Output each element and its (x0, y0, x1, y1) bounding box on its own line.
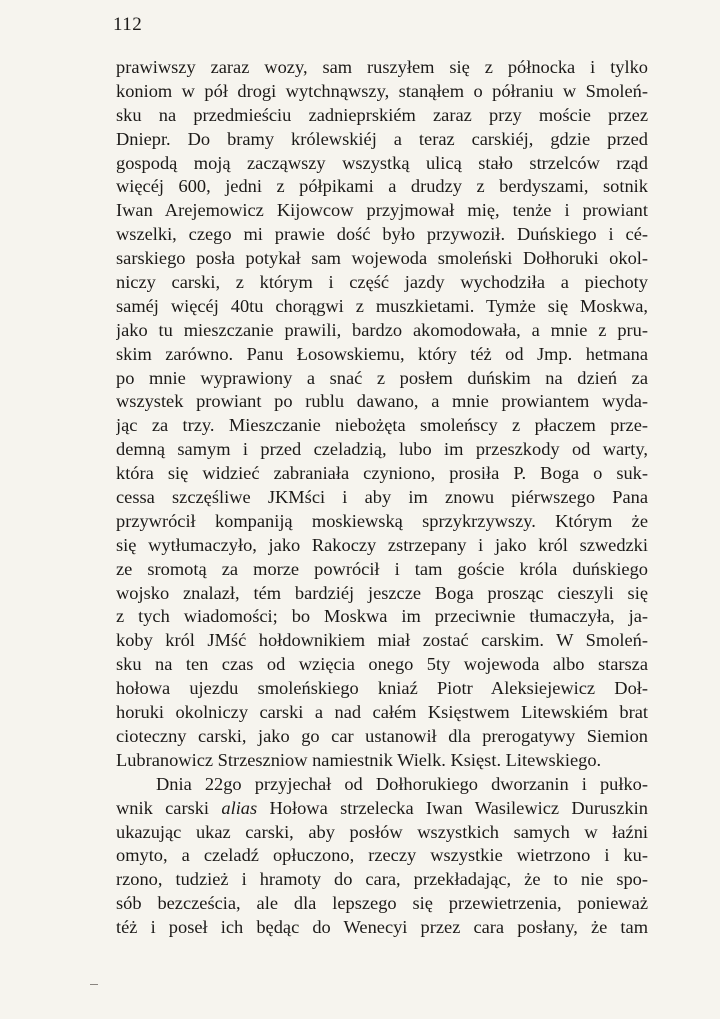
text-line: cioteczny carski, jako go car ustanowił dla prerogatywy Siemion (116, 725, 648, 746)
text-line: jako tu mieszczanie prawili, bardzo akomodowała, a mnie z pru- (116, 319, 648, 340)
text-line: sku na przedmieściu zadnieprskiém zaraz przy moście przez (116, 104, 648, 125)
text-line: téż i poseł ich będąc do Wenecyi przez cara posłany, że tam (116, 917, 648, 938)
text-line: wszystek prowiant po rublu dawano, a mnie prowiantem wyda- (116, 391, 648, 412)
margin-mark (90, 984, 98, 985)
text-line: sób bezcześcia, ale dla lepszego się przewietrzenia, ponieważ (116, 893, 648, 914)
text-line-with-italic (116, 797, 648, 821)
text-line: która się widzieć zabraniała czyniono, prosiła P. Boga o suk- (116, 463, 648, 484)
text-line: więcéj 600, jedni z półpikami a drudzy z berdyszami, sotnik (116, 176, 648, 197)
text-line: wszelki, czego mi prawie dość było przywoził. Duńskiego i cé- (116, 224, 648, 245)
text-line: przywrócił kompaniją moskiewską sprzykrzywszy. Którym że (116, 510, 648, 531)
line-segment: Hołowa strzelecka Iwan Wasilewicz Duruszkin (257, 797, 648, 818)
paragraph-start-line: Dnia 22go przyjechał od Dołhorukiego dworzanin i pułko- (156, 773, 648, 794)
text-line: Iwan Arejemowicz Kijowcow przyjmował mię, tenże i prowiant (116, 200, 648, 221)
text-line: saméj więcéj 40tu chorągwi z muszkietami. Tymże się Moskwa, (116, 295, 648, 316)
text-line: się wytłumaczyło, jako Rakoczy zstrzepany i jako król szwedzki (116, 534, 648, 555)
text-line: koniom w pół drogi wytchnąwszy, stanąłem o półraniu w Smoleń- (116, 80, 648, 101)
text-line: koby król JMść hołdownikiem miał zostać carskim. W Smoleń- (116, 630, 648, 651)
italic-term: alias (221, 797, 258, 818)
body-text (116, 56, 648, 940)
text-line: rzono, tudzież i hramoty do cara, przekładając, że to nie spo- (116, 869, 648, 890)
text-line: hołowa ujezdu smoleńskiego kniaź Piotr Aleksiejewicz Doł- (116, 678, 648, 699)
text-line: horuki okolniczy carski a nad całém Księstwem Litewskiém brat (116, 702, 648, 723)
text-line: sarskiego posła potykał sam wojewoda smoleński Dołhoruki okol- (116, 248, 648, 269)
paragraph-end-line: Lubranowicz Strzeszniow namiestnik Wielk. Księst. Litewskiego. (116, 749, 602, 770)
text-line: cessa szczęśliwe JKMści i aby im znowu piérwszego Pana (116, 487, 648, 508)
line-segment: wnik carski (116, 797, 222, 818)
text-line: demną samym i przed czeladzią, lubo im przeszkody od warty, (116, 439, 648, 460)
text-line: omyto, a czeladź opłuczono, rzeczy wszystkie wietrzono i ku- (116, 845, 648, 866)
text-line: ukazując ukaz carski, aby posłów wszystkich samych w łaźni (116, 821, 648, 842)
text-line: niczy carski, z którym i część jazdy wychodziła a piechoty (116, 272, 648, 293)
text-line: ze sromotą za morze powrócił i tam goście króla duńskiego (116, 558, 648, 579)
text-line: sku na ten czas od wzięcia onego 5ty wojewoda albo starsza (116, 654, 648, 675)
text-line: gospodą moją zacząwszy wszystką ulicą stało strzelców rząd (116, 152, 648, 173)
text-line: z tych wiadomości; bo Moskwa im przeciwnie tłumaczyła, ja- (116, 606, 648, 627)
page-number: 112 (113, 14, 143, 35)
text-line: prawiwszy zaraz wozy, sam ruszyłem się z północka i tylko (116, 57, 648, 77)
text-line: jąc za trzy. Mieszczanie niebożęta smoleńscy z płaczem prze- (116, 415, 648, 436)
text-line: Dniepr. Do bramy królewskiéj a teraz carskiéj, gdzie przed (116, 128, 648, 149)
text-line: wojsko znalazł, tém bardziéj jeszcze Boga prosząc cieszyli się (116, 582, 648, 603)
text-line: skim zarówno. Panu Łosowskiemu, który téż od Jmp. hetmana (116, 343, 648, 364)
text-line: po mnie wyprawiony a snać z posłem duńskim na dzień za (116, 367, 648, 388)
